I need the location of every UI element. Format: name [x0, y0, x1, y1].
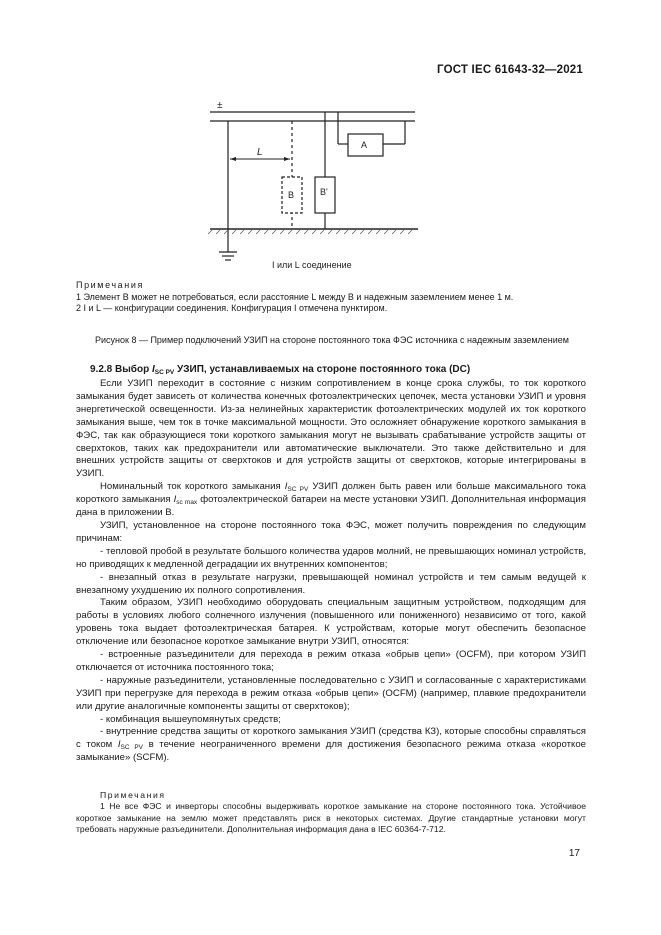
figure-note-1: 1 Элемент В может не потребоваться, если расстояние L между В и надежным заземлением менее 1 м.: [76, 291, 514, 302]
b6-text-a: - внутренние средства защиты от короткого замыкания УЗИП (средства КЗ), которые способны справляться с током: [76, 726, 586, 751]
distance-l-label: L: [257, 147, 263, 158]
section-title-var: I: [151, 364, 155, 375]
page-number: 17: [568, 848, 580, 859]
device-b-label: B: [288, 190, 295, 200]
p2-sub-1: SC PV: [287, 486, 309, 494]
device-a-label: A: [361, 140, 368, 150]
figure-notes-heading: Примечания: [76, 280, 144, 290]
section-heading: [76, 364, 586, 375]
figure-note-2: 2 I и L — конфигурации соединения. Конфигурация I отмечена пунктиром.: [76, 303, 388, 314]
figure-notes: [76, 280, 586, 315]
document-header: ГОСТ IEC 61643-32—2021: [437, 64, 583, 76]
final-note-1: 1 Не все ФЭС и инверторы способны выдерживать короткое замыкание на стороне постоянного тока. Устойчивое короткое замыкание на землю может представлять риск в некоторых системах. Другие стандартные установки могут требовать наружные разъединители. Дополнительная информация дана в IEC 60364-7-712.: [76, 801, 586, 835]
connection-caption: I или L соединение: [272, 260, 352, 270]
p2-text-a: Номинальный ток короткого замыкания: [100, 481, 285, 493]
bullet-2: - внезапный отказ в результате нагрузки, превышающей номинал устройств и тем самым ведущей к внезапному ухудшению их полного сопротивления.: [76, 571, 586, 596]
final-notes: [76, 790, 586, 836]
circuit-diagram: [200, 92, 420, 272]
bullet-6: [76, 726, 586, 765]
p2-sub-2: sc max: [176, 499, 198, 507]
section-body: [76, 378, 586, 765]
bullet-5: - комбинация вышеупомянутых средств;: [100, 713, 281, 725]
paragraph-3: УЗИП, установленное на стороне постоянного тока ФЭС, может получить повреждения по следующим причинам:: [76, 519, 586, 544]
section-title-pre: Выбор: [115, 364, 152, 375]
p2-text-b: УЗИП должен быть равен или больше максимального тока короткого замыкания: [76, 481, 586, 506]
bullet-4: - наружные разъединители, установленные последовательно с УЗИП и согласованные с характеристиками УЗИП при перегрузке для перехода в режим отказа «обрыв цепи» (OCFM) (например, плавкие предохранители или другие аналогичные компоненты защиты от сверхтоков);: [76, 674, 586, 712]
final-notes-heading: Примечания: [100, 790, 166, 800]
p2-var-2: I: [173, 494, 177, 506]
section-title-sub: SC PV: [154, 369, 175, 376]
p2-var-1: I: [284, 481, 288, 493]
b6-sub: SC PV: [120, 744, 143, 752]
paragraph-2: [76, 481, 586, 520]
bullet-3: - встроенные разъединители для перехода в режим отказа «обрыв цепи» (OCFM), при котором УЗИП отключается от источника постоянного тока;: [76, 649, 586, 673]
section-title-post: УЗИП, устанавливаемых на стороне постоянного тока (DC): [174, 364, 471, 375]
plus-minus-label: ±: [217, 100, 223, 111]
paragraph-1: Если УЗИП переходит в состояние с низким сопротивлением в конце срока службы, то ток короткого замыкания будет зависеть от количества конечных фотоэлектрических цепочек, места установки УЗИП и уровня энергетической освещенности. Из-за нелинейных характеристик фотоэлектрических модулей их ток короткого замыкания выше, чем ток в точке максимальной мощности. Это осложняет обнаружение короткого замыкания в ФЭС, так как образующиеся токи короткого замыкания могут не вызывать срабатывание устройств защиты от сверхтоков, таких как предохранители или автоматические выключатели. Это также действительно и для внешних устройств защиты от сверхтоков и для устройств защиты от сверхтоков, которые интегрированы в УЗИП.: [76, 378, 586, 480]
device-b-prime-label: B': [320, 187, 328, 197]
b6-var: I: [117, 739, 121, 751]
p2-text-c: фотоэлектрической батареи на месте установки УЗИП. Дополнительная информация дана в приложении В.: [76, 494, 586, 519]
b6-text-b: в течение неограниченного времени для достижения безопасного режима отказа «короткое замыкание» (SCFM).: [76, 739, 586, 764]
paragraph-4: Таким образом, УЗИП необходимо оборудовать специальным защитным устройством, подходящим для работы в условиях любого солнечного излучения (повышенного или пониженного) независимо от того, какой уровень тока выдает фотоэлектрическая батарея. К устройствам, которые могут обеспечить безопасное отключение или безопасное короткое замыкание внутри УЗИП, относятся:: [76, 597, 586, 648]
section-number: 9.2.8: [90, 364, 113, 375]
figure-caption: Рисунок 8 — Пример подключений УЗИП на стороне постоянного тока ФЭС источника с надежным заземлением: [95, 335, 569, 345]
bullet-1: - тепловой пробой в результате большого количества ударов молний, не превышающих номинал устройств, но приводящих к медленной деградации их внутренних компонентов;: [76, 545, 586, 570]
